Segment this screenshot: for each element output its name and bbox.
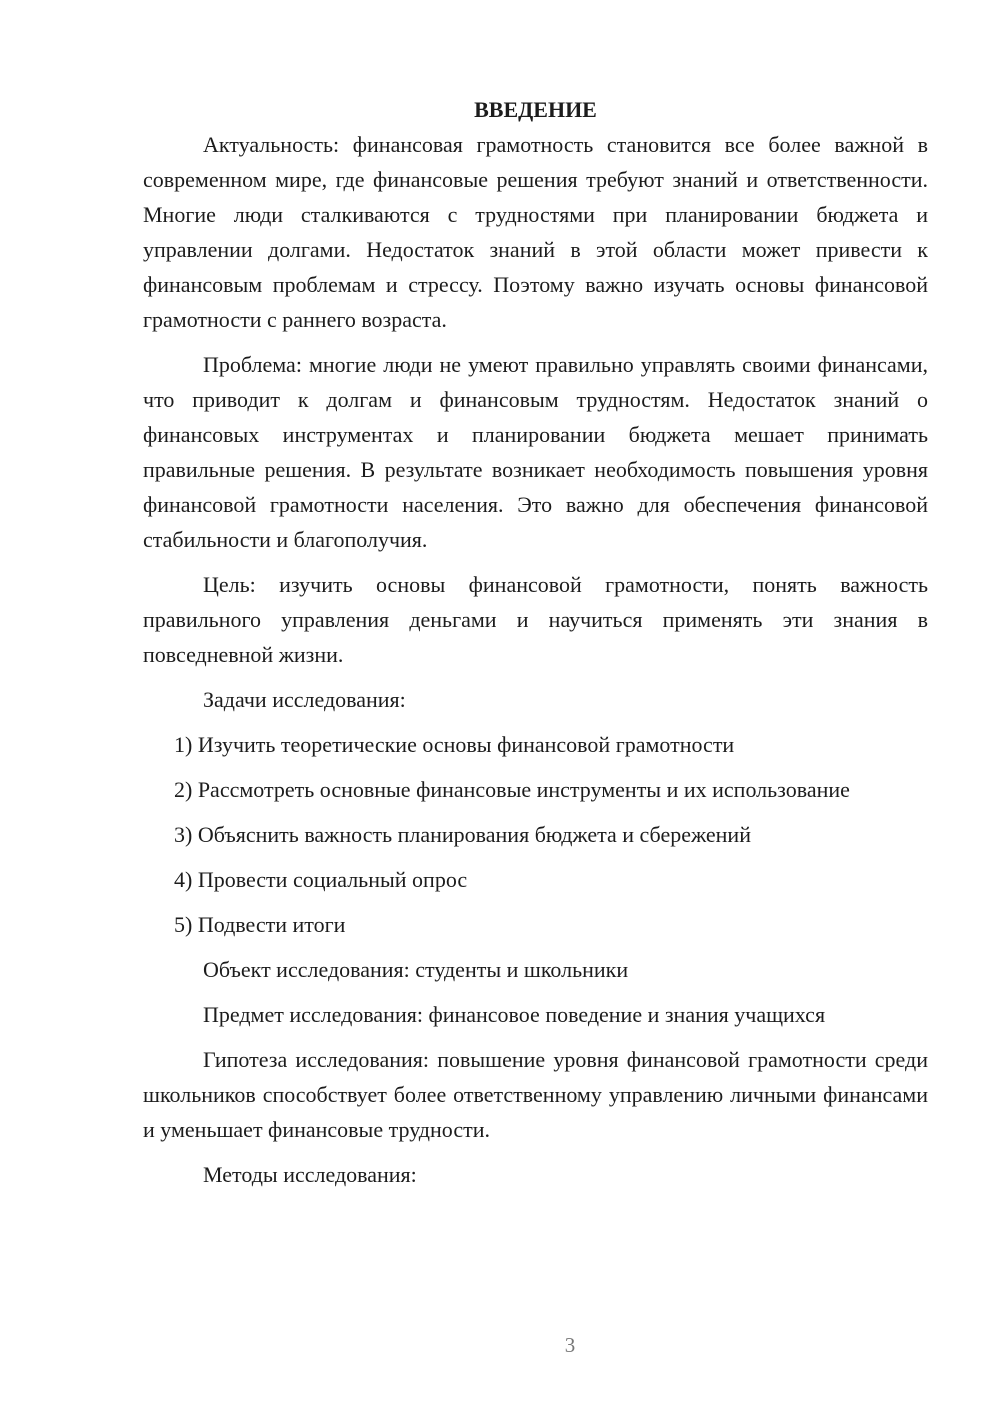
- paragraph-subject: Предмет исследования: финансовое поведение и знания учащихся: [203, 1002, 826, 1027]
- task-item: 5) Подвести итоги: [174, 912, 346, 937]
- task-item: 1) Изучить теоретические основы финансовой грамотности: [174, 732, 735, 757]
- tasks-heading: Задачи исследования:: [203, 687, 406, 712]
- section-title: ВВЕДЕНИЕ: [474, 97, 597, 122]
- methods-heading: Методы исследования:: [203, 1162, 417, 1187]
- task-item: 3) Объяснить важность планирования бюджета и сбережений: [174, 822, 751, 847]
- paragraph-hypothesis: Гипотеза исследования: повышение уровня финансовой грамотности среди школьников способствует более ответственному управлению личными финансами и уменьшает финансовые трудности.: [143, 1047, 928, 1142]
- paragraph-object: Объект исследования: студенты и школьники: [203, 957, 629, 982]
- task-item: 4) Провести социальный опрос: [174, 867, 468, 892]
- paragraph-goal: Цель: изучить основы финансовой грамотности, понять важность правильного управления деньгами и научиться применять эти знания в повседневной жизни.: [143, 572, 928, 667]
- paragraph-relevance: Актуальность: финансовая грамотность становится все более важной в современном мире, где финансовые решения требуют знаний и ответственности. Многие люди сталкиваются с трудностями при планировании бюджета и управлении долгами. Недостаток знаний в этой области может привести к финансовым проблемам и стрессу. Поэтому важно изучать основы финансовой грамотности с раннего возраста.: [143, 132, 928, 332]
- page-number: 3: [564, 1333, 576, 1357]
- paragraph-problem: Проблема: многие люди не умеют правильно управлять своими финансами, что приводит к долгам и финансовым трудностям. Недостаток знаний о финансовых инструментах и планировании бюджета мешает принимать правильные решения. В результате возникает необходимость повышения уровня финансовой грамотности населения. Это важно для обеспечения финансовой стабильности и благополучия.: [143, 352, 928, 552]
- task-item: 2) Рассмотреть основные финансовые инструменты и их использование: [174, 777, 850, 802]
- document-page: [143, 92, 928, 1202]
